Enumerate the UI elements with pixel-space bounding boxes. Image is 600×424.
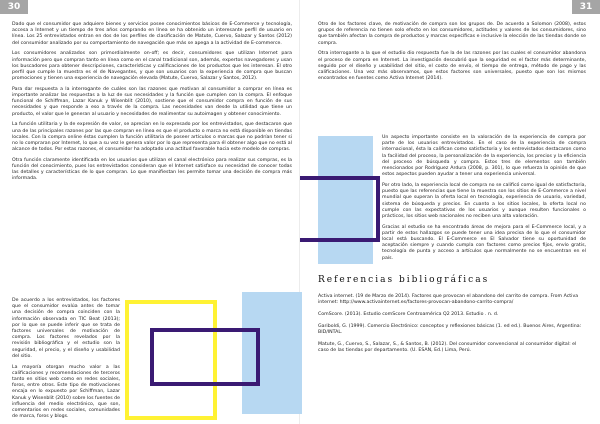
references-list bbox=[318, 294, 586, 359]
references-heading: Referencias bibliográficas bbox=[318, 275, 490, 285]
paragraph: Otra función claramente identificada en los usuarios que utilizan el canal electrónico para realizar sus compras, es la función del conocimiento, pues los entrevistados consideran que el Internet satisface su necesidad de conocer todas las detalles y características de lo que compran. Lo que manifiestan les permite tomar una decisión de compra más informada. bbox=[12, 157, 292, 182]
paragraph: Un aspecto importante consiste en la valoración de la experiencia de compra por parte de los usuarios entrevistados. En el caso de la experiencia de compra internacional, ésta la califican como satisfactoria y los entrevistados destacaron como la facilidad del proceso, la personalización de la experiencia, los precios y la eficiencia del proceso de búsqueda y compra. Estos tres de elementos son también mencionados por Rodríguez Ardura (2008, p. 301), lo que refuerza la opinión de que estos aspectos pueden ayudar a tener una experiencia universal. bbox=[382, 135, 586, 178]
page-number-left: 30 bbox=[0, 0, 28, 14]
paragraph: Los consumidores analizados son primordialmente on-off; es decir, consumidores que utilizan Internet para información pero que compran tanto en línea como en el canal tradicional son, además, expertos navegadores y usan los buscadores para obtener descripciones, características y calificaciones de los productos que les interesan. El otro perfil que cumple la muestra es el de Navegantes, y que son usuarios con la experiencia de compra que buscan promociones y tienen una experiencia de navegación elevada (Matute, Cuervo, Salazar y Santos, 2012). bbox=[12, 51, 292, 82]
page-number-right: 31 bbox=[572, 0, 600, 14]
paragraph: Para dar respuesta a la interrogante de cuáles son las razones que motivan al consumidor a comprar en línea es importante analizar las respuestas a la luz de sus necesidades y la función que cumplen con la compra. El enfoque funcional de Schiffman, Lazar Kanuk y Wisenblit (2010), sostiene que el consumidor compra en función de sus necesidades y que responde a eso a través de la compra. Las necesidades van desde la utilidad que tiene un producto, el valor que le generan al usuario y necesidades de realimentar su autoimagen y obtener conocimiento. bbox=[12, 86, 292, 117]
paragraph: Dado que el consumidor que adquiere bienes y servicios posee conocimientos básicos de E-Commerce y tecnología, accesa a Internet y un tiempo de tres años comprando en línea se ha obtenido un interesante perfil de usuario en línea. Los 25 entrevistados entran en dos de los perfiles de clasificación de Matute, Cuervo, Salazar y Santos (2012) del consumidor analizado por su comportamiento de navegación que más se apega a la actividad de E-commerce. bbox=[12, 22, 292, 46]
paragraph: Gracias al estudio se ha encontrado áreas de mejora para el E-Commerce local, y a partir de estos hallazgos se puede tener una idea precisa de lo que el consumidor local está buscando. El E-Commerce en El Salvador tiene su oportunidad de aceptación siempre y cuando cumpla con factores como precios fijos, envío gratis, tecnología de punta y acceso a artículos que normalmente no se encuentran en el país. bbox=[382, 224, 586, 261]
paragraph: Otro de los factores clave, de motivación de compra son los grupos de. De acuerdo a Solomon (2008), estos grupos de referencia no tienen solo efecto en los consumidores, actitudes y valores de los consumidores, sino que también afectan la compra de productos y marcas específicas e inclusive la elección de las tiendas donde se compra. bbox=[318, 22, 586, 46]
left-bottom-column bbox=[12, 298, 120, 424]
right-mid-column bbox=[382, 135, 586, 266]
reference-item: ComScore. (2013). Estudio comScore Centroamérica Q2 2013. Estudio . n. d. bbox=[318, 311, 499, 317]
paragraph: La función utilitaria y la de expresión de valor, se aprecian en lo expresado por los entrevistados, que destacaron que una de las principales razones por las que compran en línea es que el producto o marca no está disponible en tiendas locales. Con la compra online éstas cumplen la función utilitaria de poseer artículos o marcas que no podrían tener si no lo compraran por Internet, lo que a su vez le genera valor por lo que representa para él obtener algo que no está al alcance de todos. Por estas razones, el consumidor ha adoptado una actitud favorable hacia este modelo de compras. bbox=[12, 122, 292, 153]
reference-item: Matute, G., Cuervo, S., Salazar, S., & Santos, B. (2012). Del consumidor convencional al consumidor digital: el caso de las tiendas por departamento. (U. ESAN, Ed.) Lima, Perú. bbox=[318, 341, 577, 353]
reference-item: Gariboldi, G. (1999). Comercio Electrónico: conceptos y reflexiones básicas (1. ed ed.). Buenos Aires, Argentina: BID/INTAL. bbox=[318, 323, 582, 335]
right-top-column bbox=[318, 22, 586, 87]
paragraph: Por otro lado, la experiencia local de compra no se calificó como igual de satisfactoria, puesto que las referencias que tiene la muestra son los sitios de E-Commerce a nivel mundial que superan la oferta local en tecnología, experiencia de usuario, variedad, sistema de búsqueda y precios. En cuanto a los sitios locales, la oferta local no cumple con las expectativas de los usuarios y aunque resulten funcionales o prácticos, los sitios web nacionales no reciben una alta valoración. bbox=[382, 182, 586, 219]
decorative-purple-frame-left bbox=[150, 328, 260, 386]
paragraph: Otra interrogante a la que el estudio dio respuesta fue la de las razones por las cuales el consumidor abandona el proceso de compra en Internet. La investigación descubrió que la seguridad es el factor más determinante, seguido por el diseño y usabilidad del sitio, el costo de envío, el tiempo de entrega, método de pago y las calificaciones. Una vez más observamos, que estos factores son universales, puesto que son los mismos encontrados en fuentes como Activa Internet (2014). bbox=[318, 51, 586, 82]
decorative-purple-frame-right bbox=[300, 176, 380, 242]
paragraph: De acuerdo a los entrevistados, los factores que el consumidor evalúa antes de tomar una decisión de compra coinciden con la información observada en TIC Beat (2013); por lo que se puede inferir que se trata de factores universales de motivación de compra. Los factores revelados por la revisión bibliográfica y el estudio son la seguridad, el precio, y el diseño y usabilidad del sitio. bbox=[12, 298, 120, 359]
left-main-column bbox=[12, 22, 292, 187]
reference-item: Activa internet. (19 de Marzo de 2014). Factores que provocan el abandono del carrito de compra. From Activa internet: http://www.activainternet.es/factores-provocan-abandono-carrito-compra/ bbox=[318, 294, 579, 306]
paragraph: La mayoría otorgan mucho valor a las calificaciones y recomendaciones de terceros tanto en sitios web como en redes sociales, foros, entre otros. Este tipo de motivaciones encaja en lo expuesto por Schiffman, Lazar Kanuk y Wisenblit (2010) sobre los fuentes de influencia del medio electrónico, que son, comentarios en redes sociales, comunidades de marca, foros y blogs. bbox=[12, 364, 120, 420]
